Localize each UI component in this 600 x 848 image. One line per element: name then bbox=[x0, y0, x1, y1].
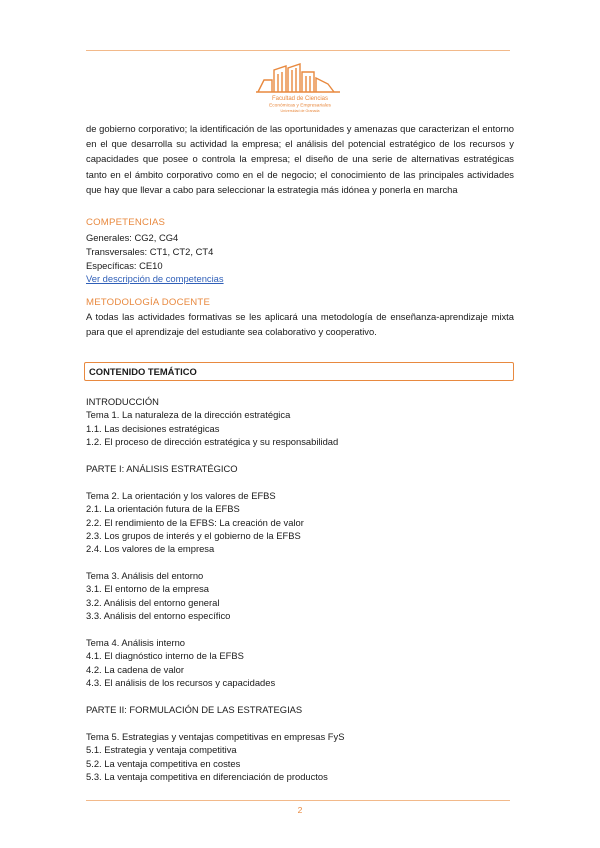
competencias-description-link[interactable]: Ver descripción de competencias bbox=[86, 273, 224, 284]
footer-rule bbox=[86, 800, 510, 801]
list-spacer bbox=[86, 475, 516, 488]
faculty-logo bbox=[250, 58, 350, 116]
contenido-title: CONTENIDO TEMÁTICO bbox=[89, 366, 197, 377]
list-spacer bbox=[86, 623, 516, 636]
list-item: 5.2. La ventaja competitiva en costes bbox=[86, 757, 241, 769]
list-item: 1.2. El proceso de dirección estratégica y su responsabilidad bbox=[86, 436, 339, 448]
metodologia-paragraph: A todas las actividades formativas se les aplicará una metodología de enseñanza-aprendizaje mixta para que el aprendizaje del estudiante sea colaborativo y cooperativo. bbox=[86, 311, 514, 338]
competencias-generales: Generales: CG2, CG4 bbox=[86, 232, 179, 243]
list-item: 3.1. El entorno de la empresa bbox=[86, 583, 209, 595]
header-rule bbox=[86, 50, 510, 51]
list-spacer bbox=[86, 690, 516, 703]
list-item: 2.2. El rendimiento de la EFBS: La creación de valor bbox=[86, 516, 304, 528]
list-item: 4.1. El diagnóstico interno de la EFBS bbox=[86, 650, 244, 662]
list-item: 3.3. Análisis del entorno específico bbox=[86, 610, 231, 622]
list-item: 5.3. La ventaja competitiva en diferenciación de productos bbox=[86, 770, 328, 782]
list-item: 2.3. Los grupos de interés y el gobierno de la EFBS bbox=[86, 529, 301, 541]
list-item: PARTE I: ANÁLISIS ESTRATÉGICO bbox=[86, 462, 238, 474]
list-item: Tema 3. Análisis del entorno bbox=[86, 570, 204, 582]
list-item: Tema 2. La orientación y los valores de EFBS bbox=[86, 489, 276, 501]
list-item: PARTE II: FORMULACIÓN DE LAS ESTRATEGIAS bbox=[86, 703, 303, 715]
logo-line-1: Facultad de Ciencias bbox=[271, 96, 329, 102]
list-item: 4.2. La cadena de valor bbox=[86, 663, 184, 675]
intro-paragraph: de gobierno corporativo; la identificación de las oportunidades y amenazas que caracterizan el entorno en el que desarrolla su actividad la empresa; el análisis del potencial estratégico de los recursos y capacidades que posee o controla la empresa; el diseño de una serie de alternativas estratégicas tanto en el ámbito corporativo como en el de negocio; el conocimiento de las principales actividades que hay que llevar a cabo para seleccionar la estrategia más idónea y ponerla en marcha bbox=[86, 123, 514, 195]
list-item: INTRODUCCIÓN bbox=[86, 396, 159, 407]
list-item: 3.2. Análisis del entorno general bbox=[86, 596, 220, 608]
list-item: 2.4. Los valores de la empresa bbox=[86, 543, 215, 555]
competencias-transversales: Transversales: CT1, CT2, CT4 bbox=[86, 246, 214, 257]
list-spacer bbox=[86, 556, 516, 569]
list-spacer bbox=[86, 449, 516, 462]
list-item: 5.1. Estrategia y ventaja competitiva bbox=[86, 744, 237, 756]
competencias-heading: COMPETENCIAS bbox=[86, 217, 166, 228]
metodologia-heading: METODOLOGÍA DOCENTE bbox=[86, 297, 211, 308]
list-item: 4.3. El análisis de los recursos y capacidades bbox=[86, 677, 276, 689]
competencias-especificas: Específicas: CE10 bbox=[86, 260, 163, 271]
page-number: 2 bbox=[297, 805, 303, 815]
logo-line-2: Económicas y Empresariales bbox=[269, 103, 331, 109]
list-item: 1.1. Las decisiones estratégicas bbox=[86, 422, 220, 434]
list-item: Tema 5. Estrategias y ventajas competitivas en empresas FyS bbox=[86, 730, 345, 742]
list-item: 2.1. La orientación futura de la EFBS bbox=[86, 503, 240, 515]
list-item: Tema 1. La naturaleza de la dirección estratégica bbox=[86, 409, 291, 421]
contenido-heading-box bbox=[84, 362, 514, 381]
list-item: Tema 4. Análisis interno bbox=[86, 637, 186, 649]
logo-line-3: Universidad de Granada bbox=[280, 109, 320, 113]
list-spacer bbox=[86, 716, 516, 729]
contenido-list bbox=[86, 395, 516, 783]
